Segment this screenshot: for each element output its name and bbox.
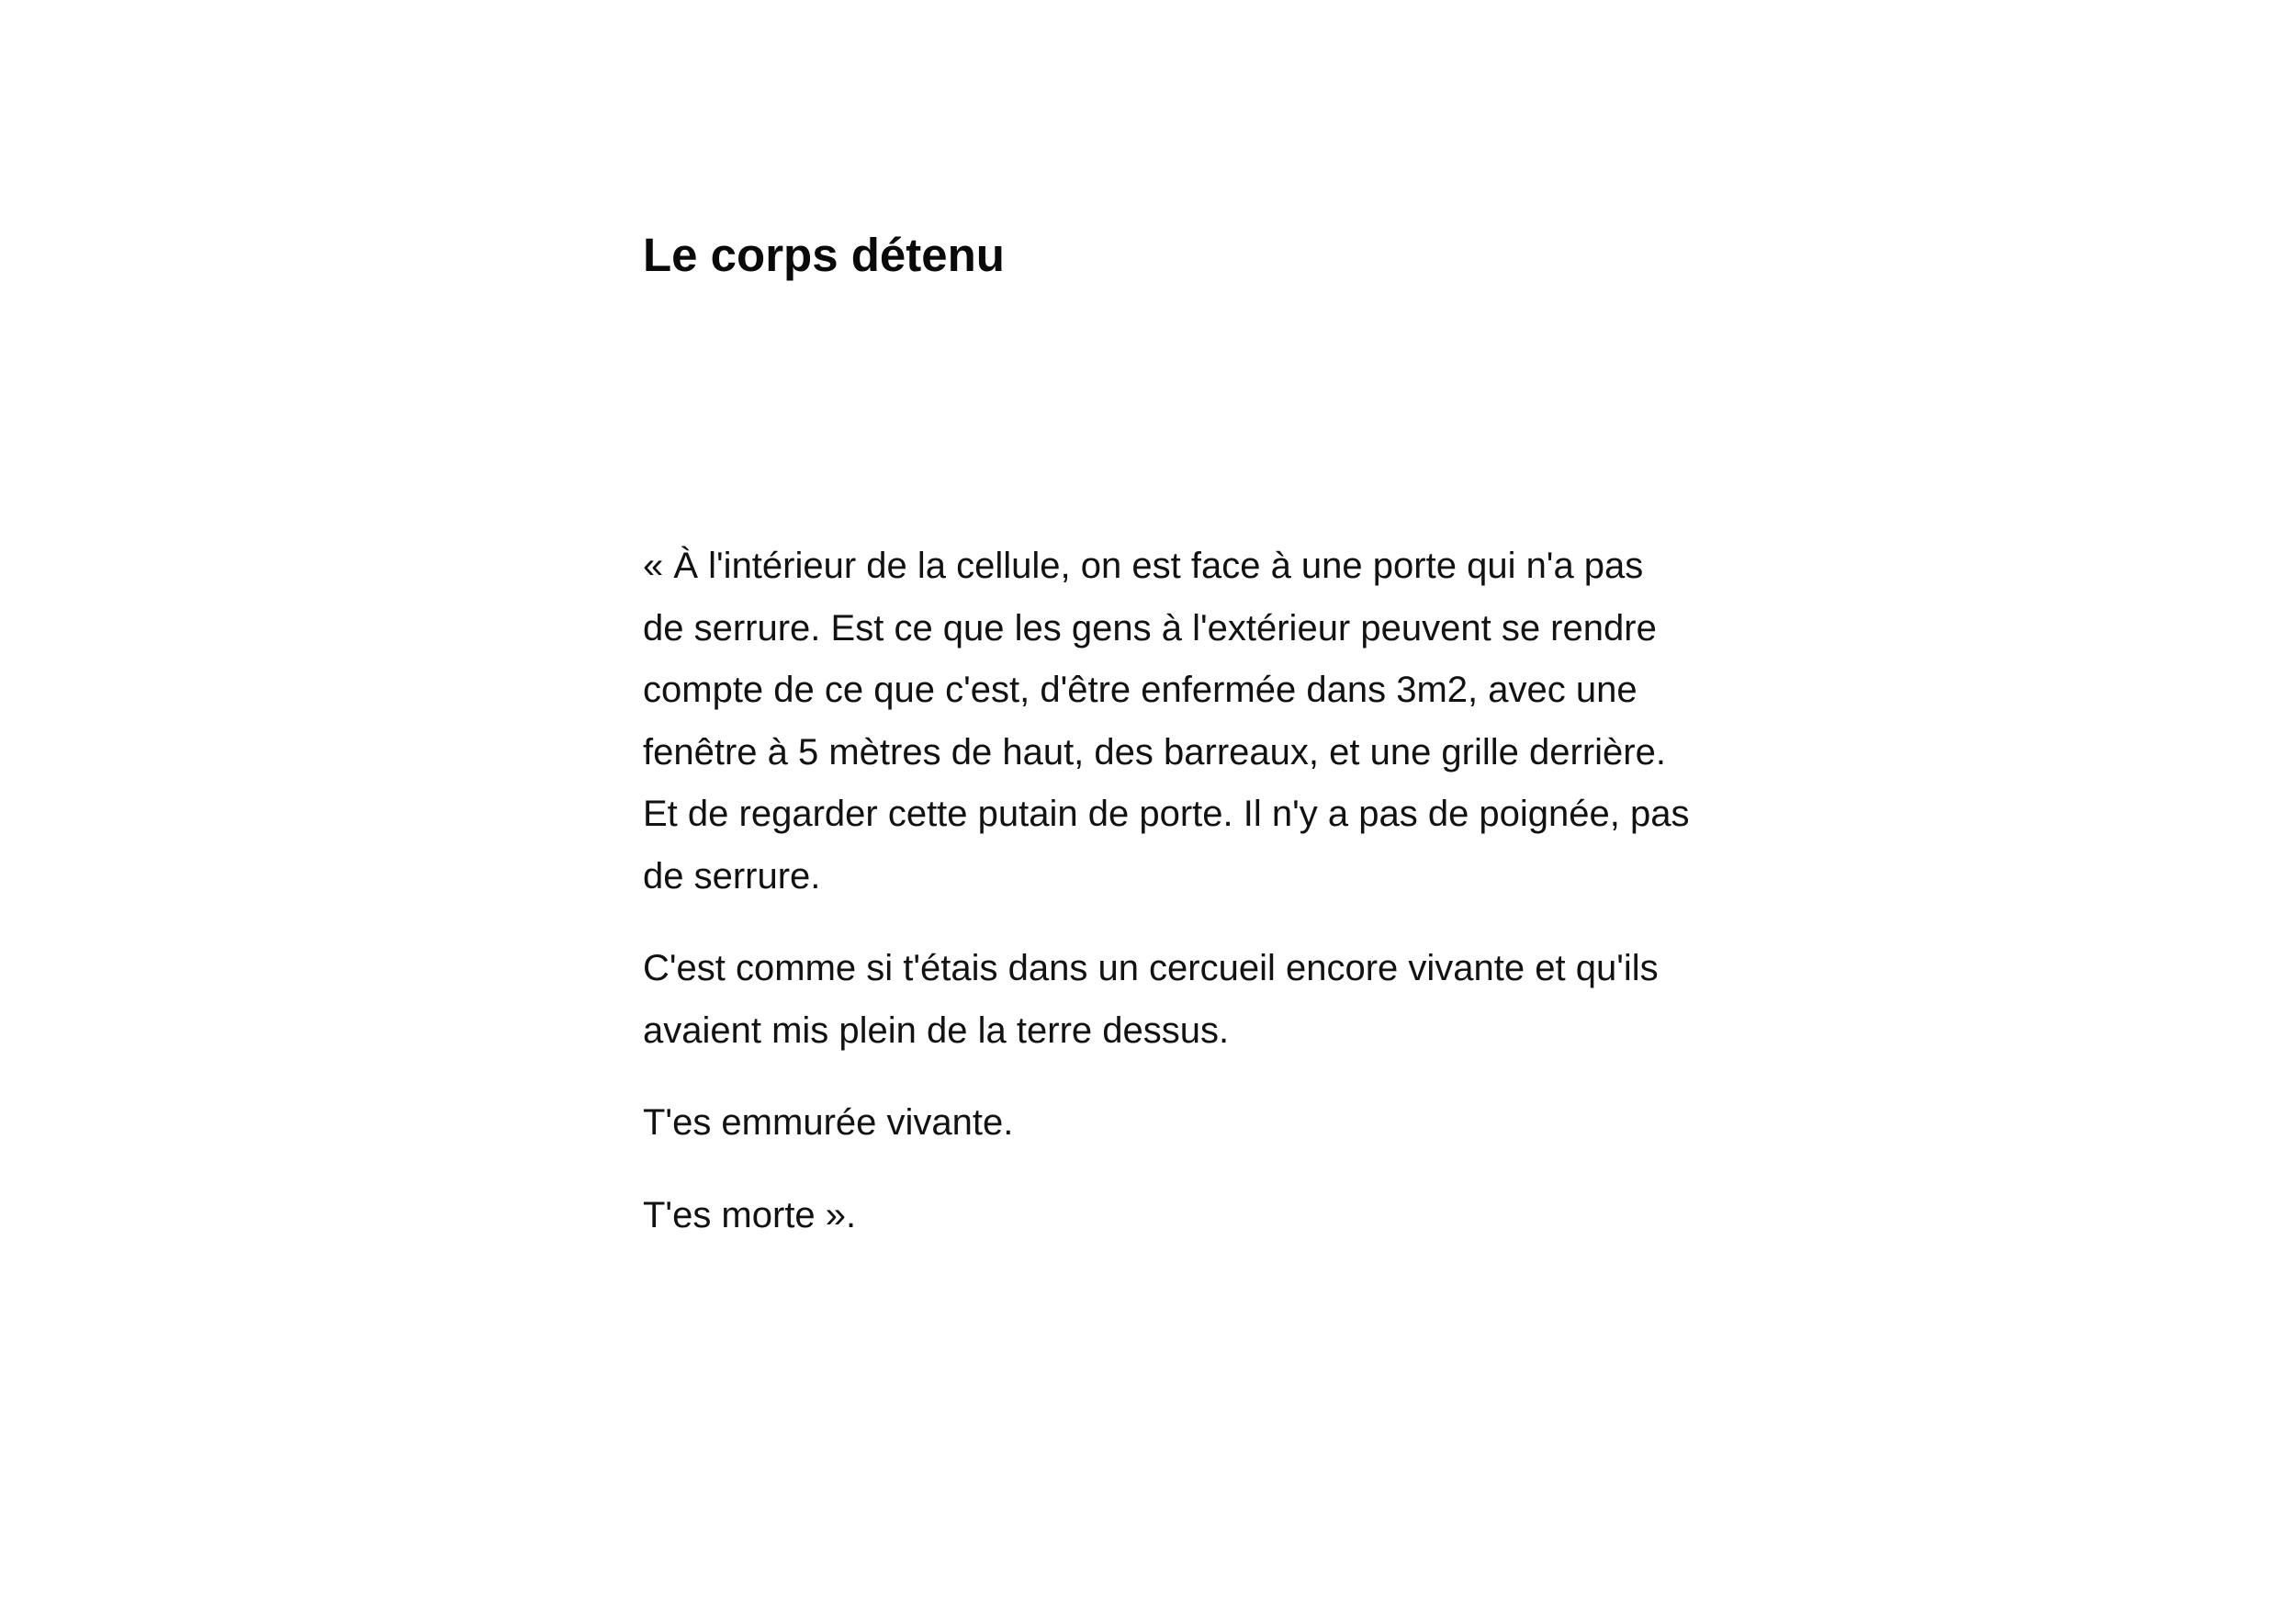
text-line: de serrure. Est ce que les gens à l'extérieur peuvent se rendre [643,607,1657,648]
text-line: T'es morte ». [643,1194,857,1235]
text-line: compte de ce que c'est, d'être enfermée dans 3m2, avec une [643,670,1638,710]
paragraph [643,536,1712,908]
quote-body [643,536,1712,1277]
text-line: T'es emmurée vivante. [643,1102,1014,1143]
text-line: avaient mis plein de la terre dessus. [643,1009,1230,1051]
text-line: de serrure. [643,855,821,897]
page-title: Le corps détenu [643,229,1005,281]
text-line: Et de regarder cette putain de porte. Il n'y a pas de poignée, pas [643,794,1690,834]
text-line: « À l'intérieur de la cellule, on est face à une porte qui n'a pas [643,546,1644,586]
text-line: fenêtre à 5 mètres de haut, des barreaux, et une grille derrière. [643,731,1666,773]
text-line: C'est comme si t'étais dans un cercueil encore vivante et qu'ils [643,948,1659,988]
paragraph [643,938,1712,1062]
paragraph [643,1185,1712,1247]
paragraph [643,1092,1712,1155]
